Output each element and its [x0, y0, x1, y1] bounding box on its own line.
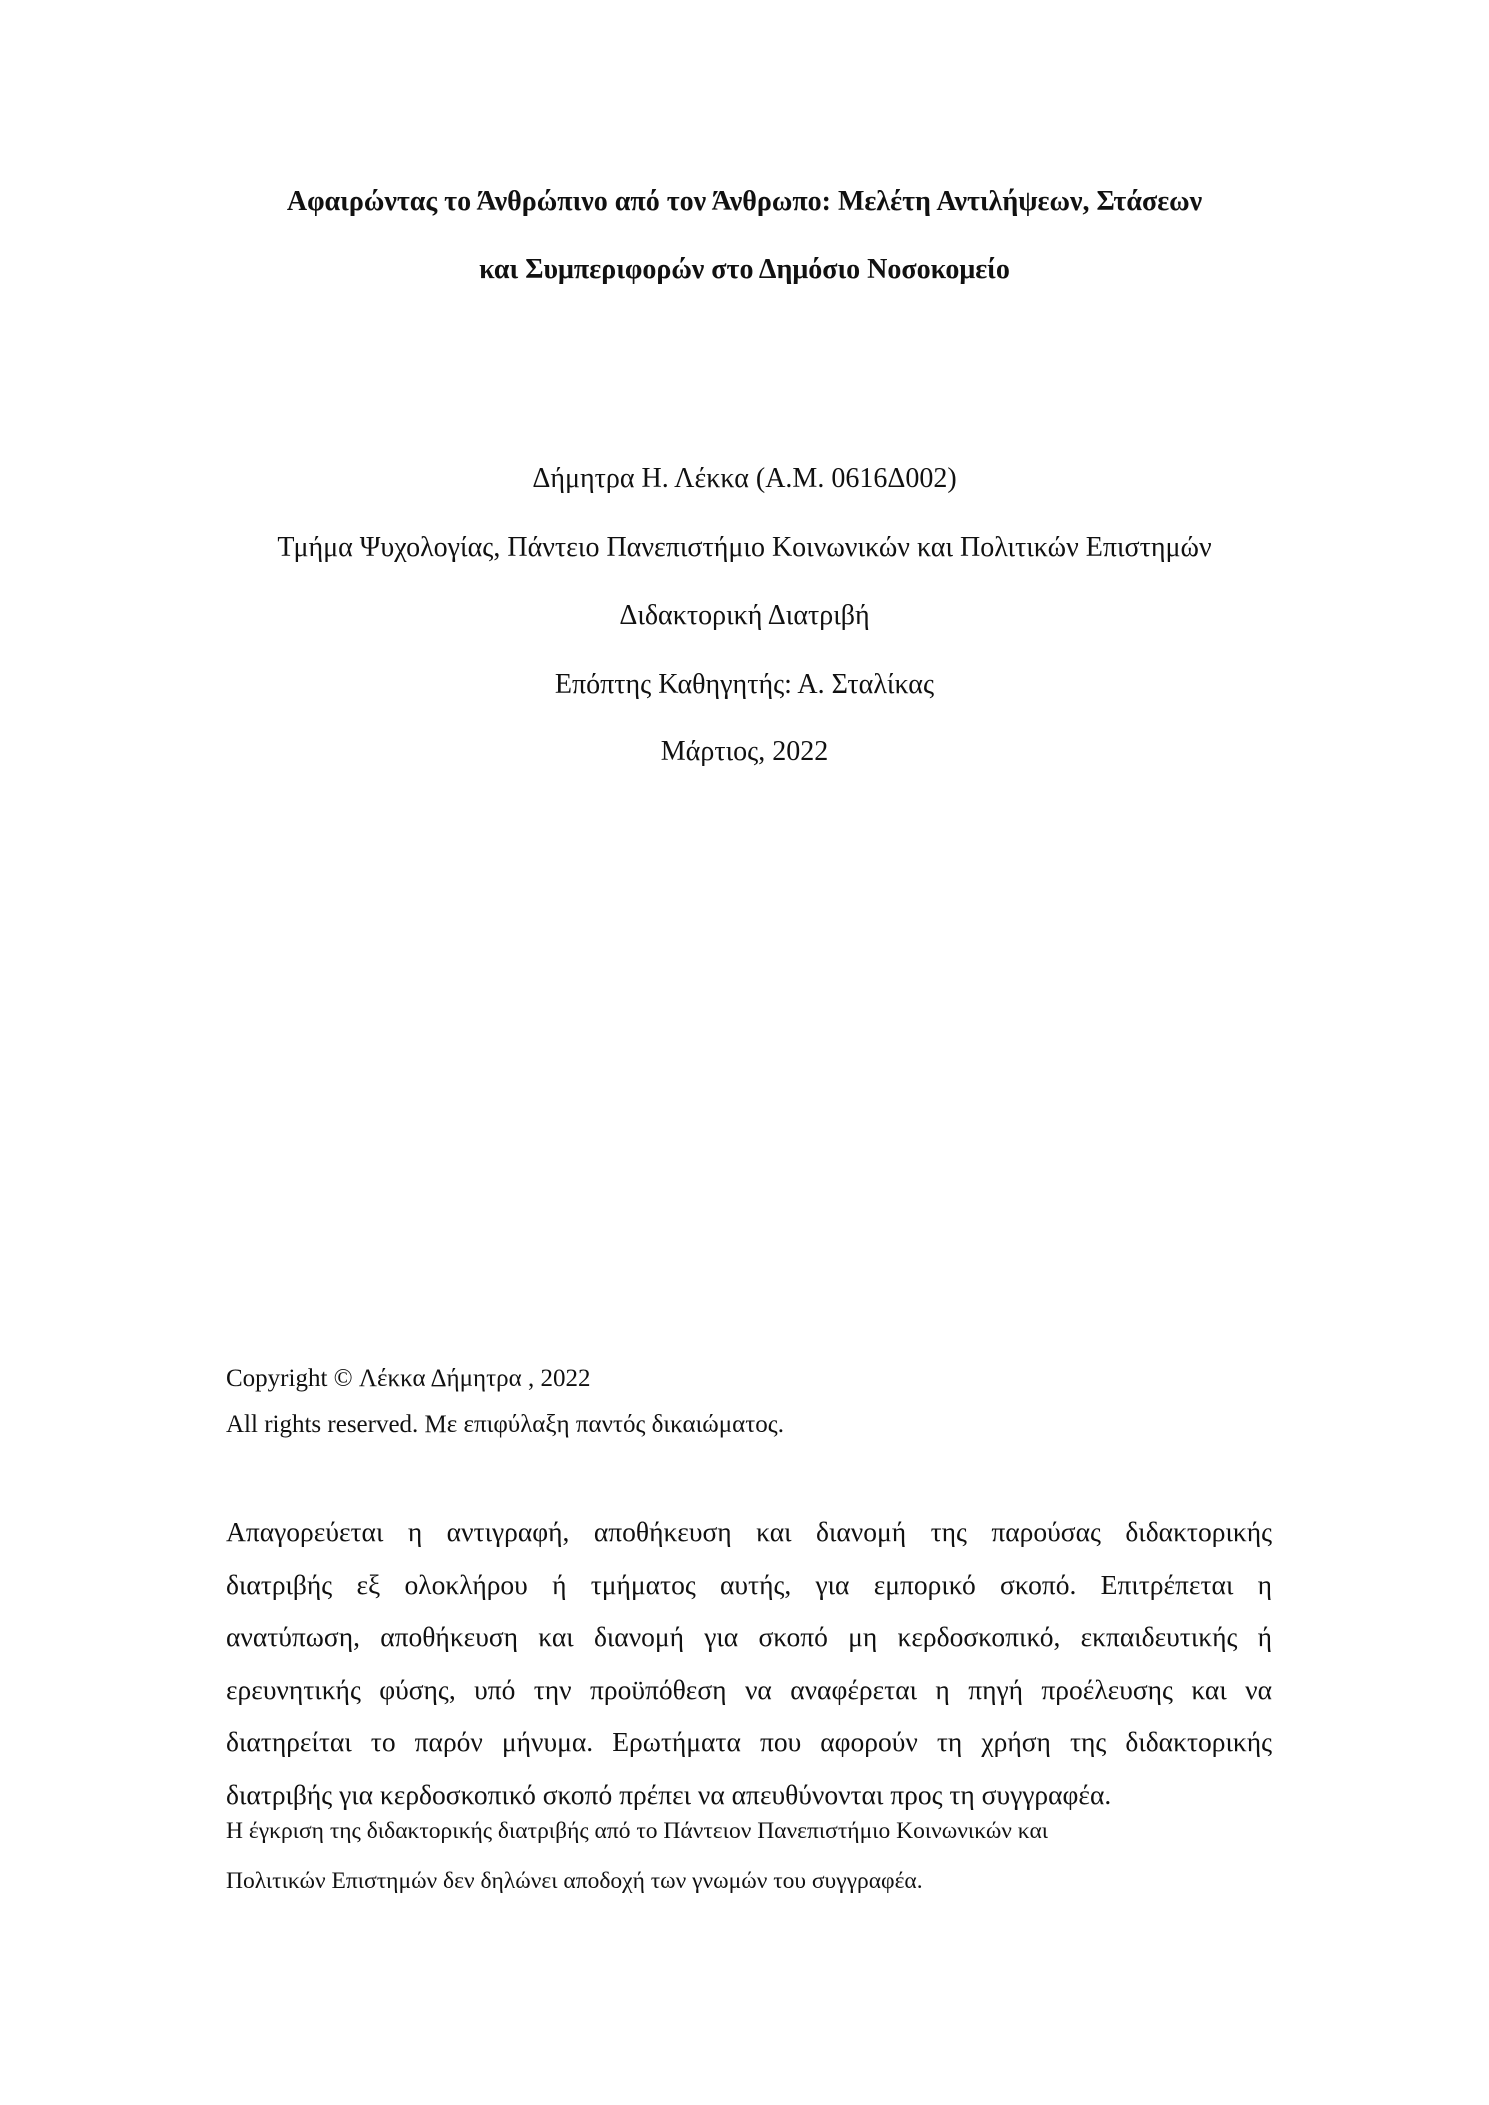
title-line-1: Αφαιρώντας το Άνθρώπινο από τον Άνθρωπο: Μελέτη Αντιλήψεων, Στάσεων: [286, 186, 1203, 217]
title-line-2: και Συμπεριφορών στο Δημόσιο Νοσοκομείο: [479, 254, 1010, 285]
document-type: Διδακτορική Διατριβή: [619, 600, 870, 631]
department: Τμήμα Ψυχολογίας, Πάντειο Πανεπιστήμιο Κοινωνικών και Πολιτικών Επιστημών: [277, 532, 1212, 563]
legal-line: διατριβής εξ ολοκλήρου ή τμήματος αυτής, για εμπορικό σκοπό. Επιτρέπεται η: [226, 1568, 1272, 1600]
legal-line: ανατύπωση, αποθήκευση και διανομή για σκοπό μη κερδοσκοπικό, εκπαιδευτικής ή: [226, 1621, 1272, 1652]
legal-line: ερευνητικής φύσης, υπό την προϋπόθεση να αναφέρεται η πηγή προέλευσης και να: [226, 1673, 1272, 1705]
supervisor: Επόπτης Καθηγητής: Α. Σταλίκας: [554, 669, 935, 700]
disclaimer-line-1: Η έγκριση της διδακτορικής διατριβής από το Πάντειον Πανεπιστήμιο Κοινωνικών και: [226, 1818, 1049, 1844]
legal-line: Απαγορεύεται η αντιγραφή, αποθήκευση και διανομή της παρούσας διδακτορικής: [226, 1516, 1272, 1547]
copyright-line: Copyright © Λέκκα Δήμητρα , 2022: [226, 1365, 591, 1392]
rights-reserved-line: All rights reserved. Με επιφύλαξη παντός δικαιώματος.: [226, 1411, 784, 1438]
date: Μάρτιος, 2022: [660, 736, 829, 767]
legal-line: διατριβής για κερδοσκοπικό σκοπό πρέπει να απευθύνονται προς τη συγγραφέα.: [226, 1778, 1112, 1810]
legal-paragraph: [226, 1506, 1272, 1821]
disclaimer-line-2: Πολιτικών Επιστημών δεν δηλώνει αποδοχή των γνωμών του συγγραφέα.: [226, 1868, 923, 1894]
legal-line: διατηρείται το παρόν μήνυμα. Ερωτήματα που αφορούν τη χρήση της διδακτορικής: [226, 1726, 1272, 1757]
author-name: Δήμητρα Η. Λέκκα (Α.Μ. 0616Δ002): [532, 463, 957, 494]
